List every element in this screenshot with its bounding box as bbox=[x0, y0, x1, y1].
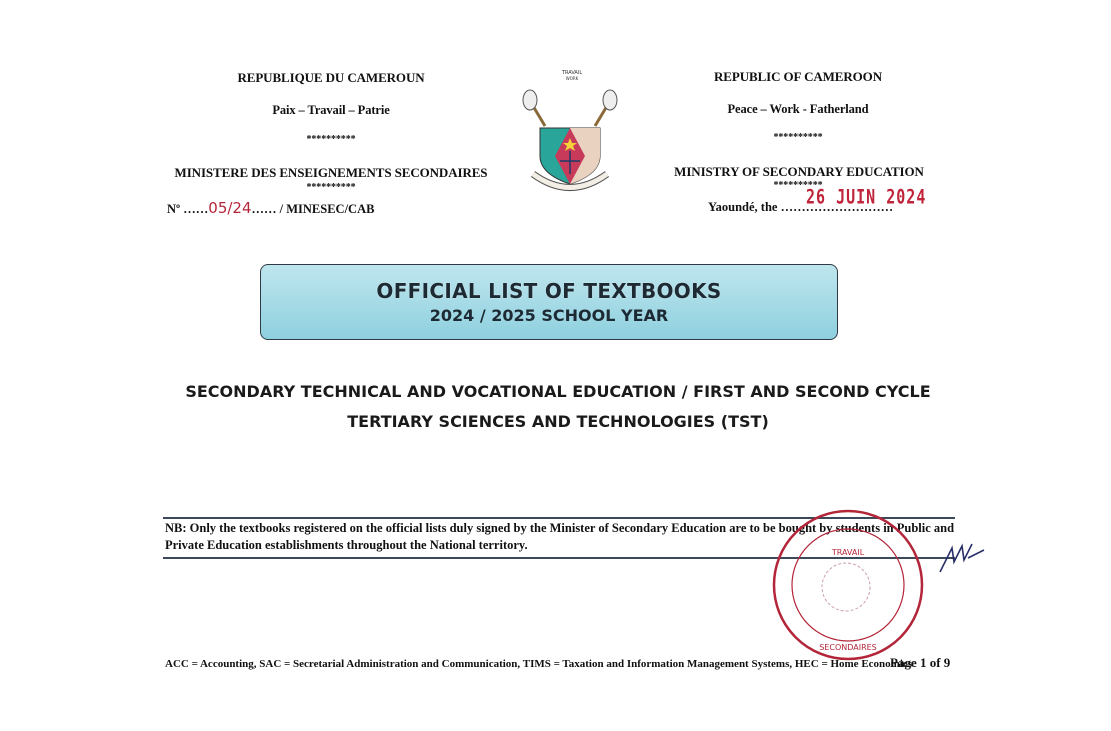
page-number: Page 1 of 9 bbox=[890, 655, 951, 670]
heading-education: SECONDARY TECHNICAL AND VOCATIONAL EDUCATION / FIRST AND SECOND CYCLE bbox=[185, 382, 931, 401]
svg-text:TRAVAIL: TRAVAIL bbox=[561, 70, 583, 76]
ministry-en: MINISTRY OF SECONDARY EDUCATION bbox=[674, 164, 924, 179]
country-fr: REPUBLIQUE DU CAMEROUN bbox=[237, 70, 425, 85]
notice-text: NB: Only the textbooks registered on the official lists duly signed by the Minister of Secondary Education are to be bought by students in Public and Private Education establishments throughout the National territory. bbox=[165, 521, 955, 552]
heading-tst: TERTIARY SCIENCES AND TECHNOLOGIES (TST) bbox=[347, 412, 769, 431]
separator: ********** bbox=[306, 182, 356, 193]
date-line: Yaoundé, the ……………………… bbox=[708, 200, 894, 214]
abbreviations-footer: ACC = Accounting, SAC = Secretarial Administration and Communication, TIMS = Taxation and Information Management Systems, HEC = Home Economics bbox=[165, 658, 913, 670]
separator: ********** bbox=[773, 132, 823, 143]
handwritten-ref: 05/24 bbox=[208, 199, 252, 217]
official-seal-icon bbox=[768, 505, 928, 665]
ref-suffix: …… / MINESEC/CAB bbox=[251, 202, 375, 216]
date-stamp: 26 JUIN 2024 bbox=[806, 185, 927, 209]
motto-fr: Paix – Travail – Patrie bbox=[272, 103, 390, 117]
coat-of-arms-icon bbox=[515, 66, 625, 196]
school-year: 2024 / 2025 SCHOOL YEAR bbox=[429, 306, 669, 325]
ref-prefix: Nº …… bbox=[167, 202, 209, 216]
svg-text:WORK: WORK bbox=[565, 76, 579, 81]
motto-en: Peace – Work - Fatherland bbox=[727, 102, 869, 116]
reference-number bbox=[167, 199, 374, 217]
title-box bbox=[260, 264, 838, 340]
separator: ********** bbox=[773, 180, 823, 191]
separator: ********** bbox=[306, 134, 356, 145]
svg-text:TRAVAIL: TRAVAIL bbox=[831, 548, 865, 557]
country-en: REPUBLIC OF CAMEROON bbox=[714, 69, 882, 84]
ministry-fr: MINISTERE DES ENSEIGNEMENTS SECONDAIRES bbox=[174, 165, 488, 180]
svg-text:SECONDAIRES: SECONDAIRES bbox=[819, 643, 877, 652]
signature-icon bbox=[938, 540, 988, 575]
document-title: OFFICIAL LIST OF TEXTBOOKS bbox=[376, 279, 722, 303]
